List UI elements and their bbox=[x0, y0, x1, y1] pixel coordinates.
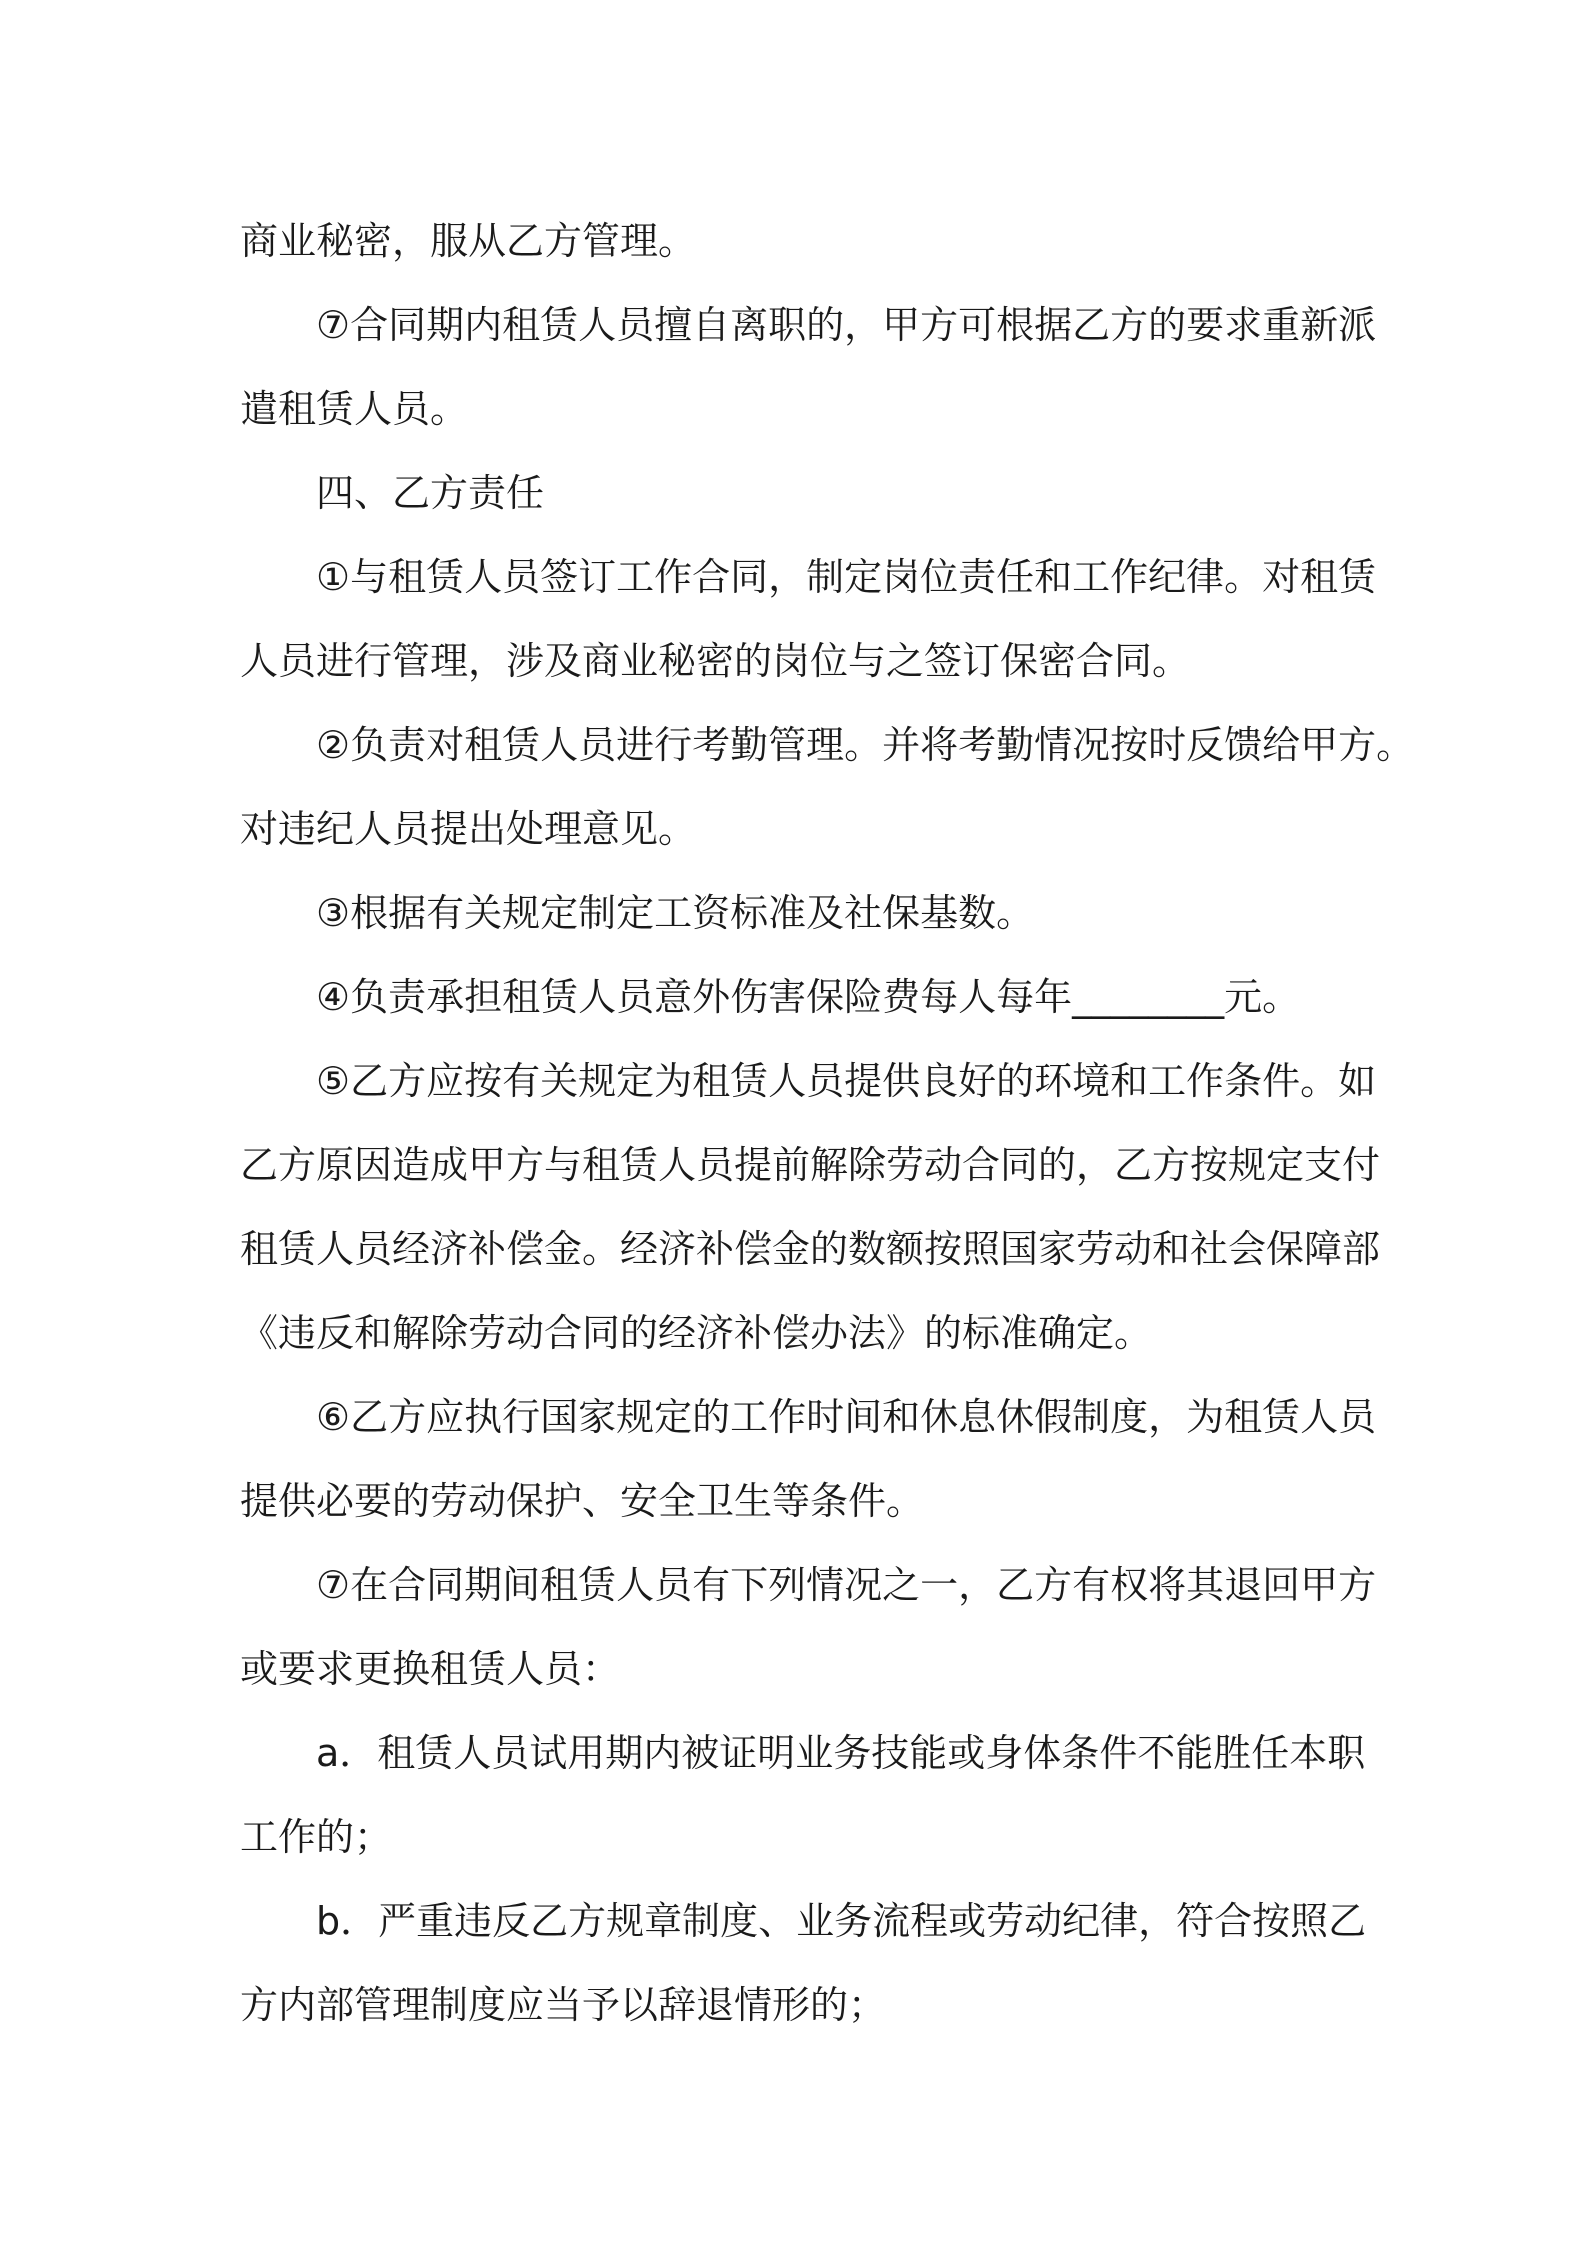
text-line: ⑥乙方应执行国家规定的工作时间和休息休假制度，为租赁人员 bbox=[316, 1395, 1377, 1439]
text-line: ⑤乙方应按有关规定为租赁人员提供良好的环境和工作条件。如 bbox=[316, 1059, 1377, 1103]
text-line: 或要求更换租赁人员： bbox=[240, 1647, 621, 1691]
text-line: 人员进行管理，涉及商业秘密的岗位与之签订保密合同。 bbox=[240, 639, 1191, 683]
text-line: 遣租赁人员。 bbox=[240, 387, 469, 431]
text-line: b．严重违反乙方规章制度、业务流程或劳动纪律，符合按照乙 bbox=[316, 1899, 1367, 1943]
document-body bbox=[240, 199, 1415, 2047]
text-line: 租赁人员经济补偿金。经济补偿金的数额按照国家劳动和社会保障部 bbox=[240, 1227, 1381, 1271]
text-line: 乙方原因造成甲方与租赁人员提前解除劳动合同的，乙方按规定支付 bbox=[240, 1143, 1381, 1187]
text-line: ⑦合同期内租赁人员擅自离职的，甲方可根据乙方的要求重新派 bbox=[316, 303, 1377, 347]
section-heading: 四、乙方责任 bbox=[316, 471, 545, 515]
text-line: 《违反和解除劳动合同的经济补偿办法》的标准确定。 bbox=[240, 1311, 1153, 1355]
text-line: 对违纪人员提出处理意见。 bbox=[240, 807, 697, 851]
text-line: 工作的； bbox=[240, 1815, 393, 1859]
text-line: ②负责对租赁人员进行考勤管理。并将考勤情况按时反馈给甲方。 bbox=[316, 723, 1415, 767]
text-line: a．租赁人员试用期内被证明业务技能或身体条件不能胜任本职 bbox=[316, 1731, 1366, 1775]
text-line: 提供必要的劳动保护、安全卫生等条件。 bbox=[240, 1479, 925, 1523]
text-line: ①与租赁人员签订工作合同，制定岗位责任和工作纪律。对租赁 bbox=[316, 555, 1377, 599]
text-line: ④负责承担租赁人员意外伤害保险费每人每年________元。 bbox=[316, 975, 1301, 1019]
text-line: 商业秘密，服从乙方管理。 bbox=[240, 219, 697, 263]
text-line: 方内部管理制度应当予以辞退情形的； bbox=[240, 1983, 887, 2027]
text-line: ⑦在合同期间租赁人员有下列情况之一，乙方有权将其退回甲方 bbox=[316, 1563, 1377, 1607]
text-line: ③根据有关规定制定工资标准及社保基数。 bbox=[316, 891, 1035, 935]
